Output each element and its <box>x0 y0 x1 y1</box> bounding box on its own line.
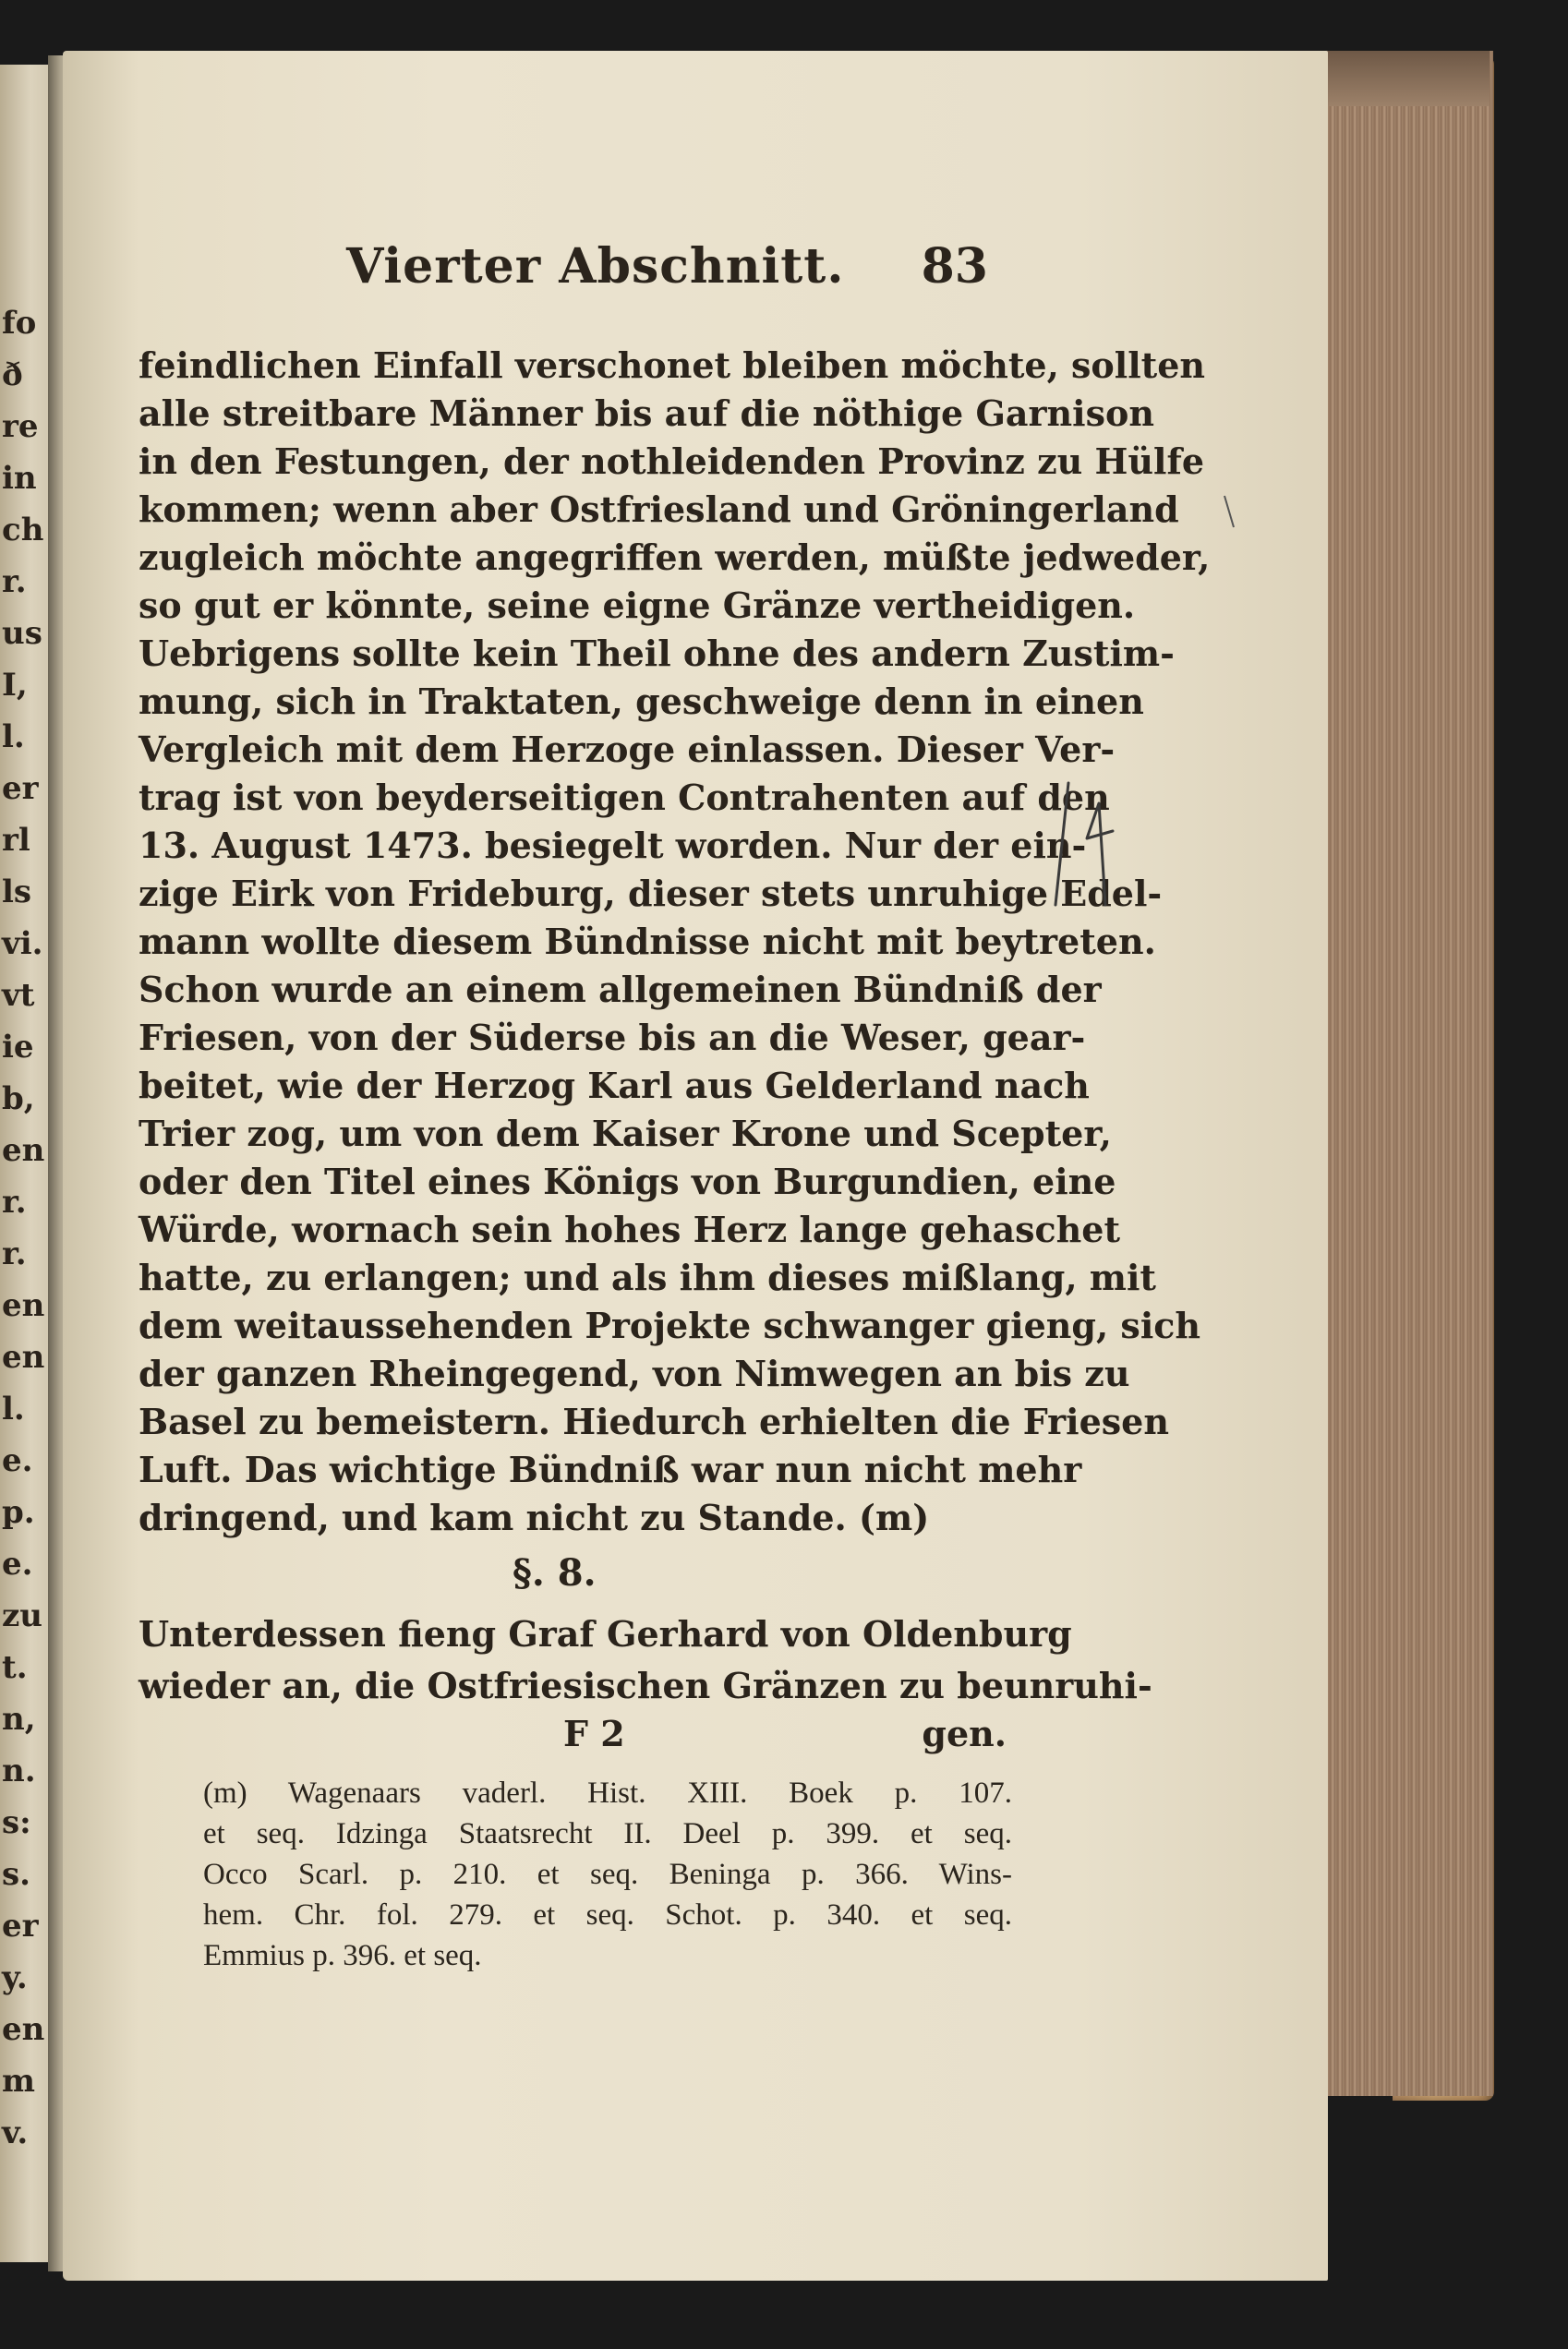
left-page-fragment: y. <box>2 1959 28 1996</box>
left-page-fragment: m <box>2 2063 35 2100</box>
text-line: in den Festungen, der nothleidenden Provinz zu Hülfe <box>139 440 1205 482</box>
running-head: Vierter Abschnitt. <box>346 238 845 295</box>
stray-pencil-mark <box>1221 494 1239 531</box>
text-line: Schon wurde an einem allgemeinen Bündniß der <box>139 969 1102 1010</box>
text-line: beitet, wie der Herzog Karl aus Gelderland nach <box>139 1065 1090 1106</box>
text-line: Unterdessen fieng Graf Gerhard von Oldenburg <box>139 1613 1072 1655</box>
text-line: zige Eirk von Frideburg, dieser stets unruhige Edel- <box>139 873 1163 914</box>
left-page-fragment: l. <box>2 718 25 755</box>
text-line: Trier zog, um von dem Kaiser Krone und Scepter, <box>139 1113 1112 1154</box>
paragraph-main <box>139 342 1211 1542</box>
text-line: alle streitbare Männer bis auf die nöthige Garnison <box>139 392 1154 434</box>
printer-signature: F 2 <box>563 1713 625 1754</box>
left-page-fragment: ie <box>2 1029 34 1066</box>
left-page-fragment: r. <box>2 1235 27 1272</box>
left-page-fragment: zu <box>2 1597 43 1634</box>
left-page-fragment: re <box>2 408 39 445</box>
left-page-fragment: er <box>2 1908 39 1945</box>
signature-row <box>139 1713 1007 1759</box>
left-page-fragment: e. <box>2 1442 33 1479</box>
text-line: 13. August 1473. besiegelt worden. Nur der ein- <box>139 825 1087 866</box>
text-line: oder den Titel eines Königs von Burgundien, eine <box>139 1161 1116 1202</box>
text-line: mann wollte diesem Bündnisse nicht mit beytreten. <box>139 921 1156 962</box>
text-line: Uebrigens sollte kein Theil ohne des andern Zustim- <box>139 632 1175 674</box>
left-page-fragment: I, <box>2 667 28 704</box>
left-page-fragment: en <box>2 1339 45 1376</box>
left-page-fragment: e. <box>2 1546 33 1583</box>
page-number: 83 <box>921 238 988 295</box>
page-header <box>139 238 988 312</box>
text-line: dringend, und kam nicht zu Stande. (m) <box>139 1497 930 1538</box>
text-line: Luft. Das wichtige Bündniß war nun nicht mehr <box>139 1449 1082 1490</box>
text-line: zugleich möchte angegriffen werden, müßte jedweder, <box>139 536 1211 578</box>
left-page-fragment: r. <box>2 1184 27 1221</box>
left-page-fragment: p. <box>2 1494 35 1531</box>
page-edges <box>1309 51 1493 2096</box>
text-line: dem weitaussehenden Projekte schwanger gieng, sich <box>139 1305 1201 1346</box>
left-page-fragment: n. <box>2 1753 36 1789</box>
pencil-annotation <box>1048 766 1131 914</box>
footnote-line: Occo Scarl. p. 210. et seq. Beninga p. 366. Wins- <box>203 1858 1012 1891</box>
left-page-fragment: b, <box>2 1080 35 1117</box>
text-line: Friesen, von der Süderse bis an die Weser, gear- <box>139 1017 1086 1058</box>
footnote <box>203 1773 1012 1976</box>
left-page-fragment: s. <box>2 1856 30 1893</box>
left-page-fragment: in <box>2 460 37 497</box>
left-page-fragment: s: <box>2 1804 31 1841</box>
text-line: Vergleich mit dem Herzoge einlassen. Dieser Ver- <box>139 729 1116 770</box>
left-page-fragment: vi. <box>2 925 43 962</box>
left-page-fragment: en <box>2 2011 45 2048</box>
footnote-line: hem. Chr. fol. 279. et seq. Schot. p. 340. et seq. <box>203 1898 1012 1932</box>
page-edges-top <box>1309 51 1490 106</box>
catchword: gen. <box>922 1713 1007 1754</box>
left-page-fragment: us <box>2 615 42 652</box>
footnote-line: et seq. Idzinga Staatsrecht II. Deel p. 399. et seq. <box>203 1817 1012 1850</box>
text-line: mung, sich in Traktaten, geschweige denn in einen <box>139 681 1144 722</box>
text-line: Würde, wornach sein hohes Herz lange gehaschet <box>139 1209 1121 1250</box>
text-line: kommen; wenn aber Ostfriesland und Gröningerland <box>139 488 1179 530</box>
text-line: Basel zu bemeistern. Hiedurch erhielten die Friesen <box>139 1401 1169 1442</box>
left-page-fragment: en <box>2 1287 45 1324</box>
left-page-fragment: ð <box>2 356 23 393</box>
section-heading: §. 8. <box>513 1551 597 1595</box>
footnote-line: (m) Wagenaars vaderl. Hist. XIII. Boek p. 107. <box>203 1777 1012 1810</box>
text-line: so gut er könnte, seine eigne Gränze vertheidigen. <box>139 584 1136 626</box>
left-page-fragment: en <box>2 1132 45 1169</box>
left-page-fragment: ch <box>2 512 44 548</box>
left-page-fragment: ls <box>2 873 32 910</box>
left-page-fragment: t. <box>2 1649 28 1686</box>
left-page-fragment: rl <box>2 822 30 859</box>
text-line: trag ist von beyderseitigen Contrahenten auf den <box>139 777 1110 818</box>
left-page-fragment: fo <box>2 305 37 342</box>
left-page-fragment: vt <box>2 977 35 1014</box>
text-line: feindlichen Einfall verschonet bleiben möchte, sollten <box>139 344 1205 386</box>
paragraph-section <box>139 1608 1152 1712</box>
footnote-line: Emmius p. 396. et seq. <box>203 1939 482 1972</box>
left-page-fragment: r. <box>2 563 27 600</box>
left-page-fragments <box>0 305 55 2166</box>
left-page-fragment: v. <box>2 2114 29 2151</box>
left-page-fragment: n, <box>2 1701 36 1738</box>
left-page-edge <box>0 65 55 2262</box>
left-page-fragment: l. <box>2 1391 25 1427</box>
text-line: wieder an, die Ostfriesischen Gränzen zu beunruhi- <box>139 1665 1152 1706</box>
text-line: der ganzen Rheingegend, von Nimwegen an bis zu <box>139 1353 1130 1394</box>
text-line: hatte, zu erlangen; und als ihm dieses mißlang, mit <box>139 1257 1156 1298</box>
left-page-fragment: er <box>2 770 39 807</box>
pencil-annotation-drawing <box>1048 766 1131 914</box>
